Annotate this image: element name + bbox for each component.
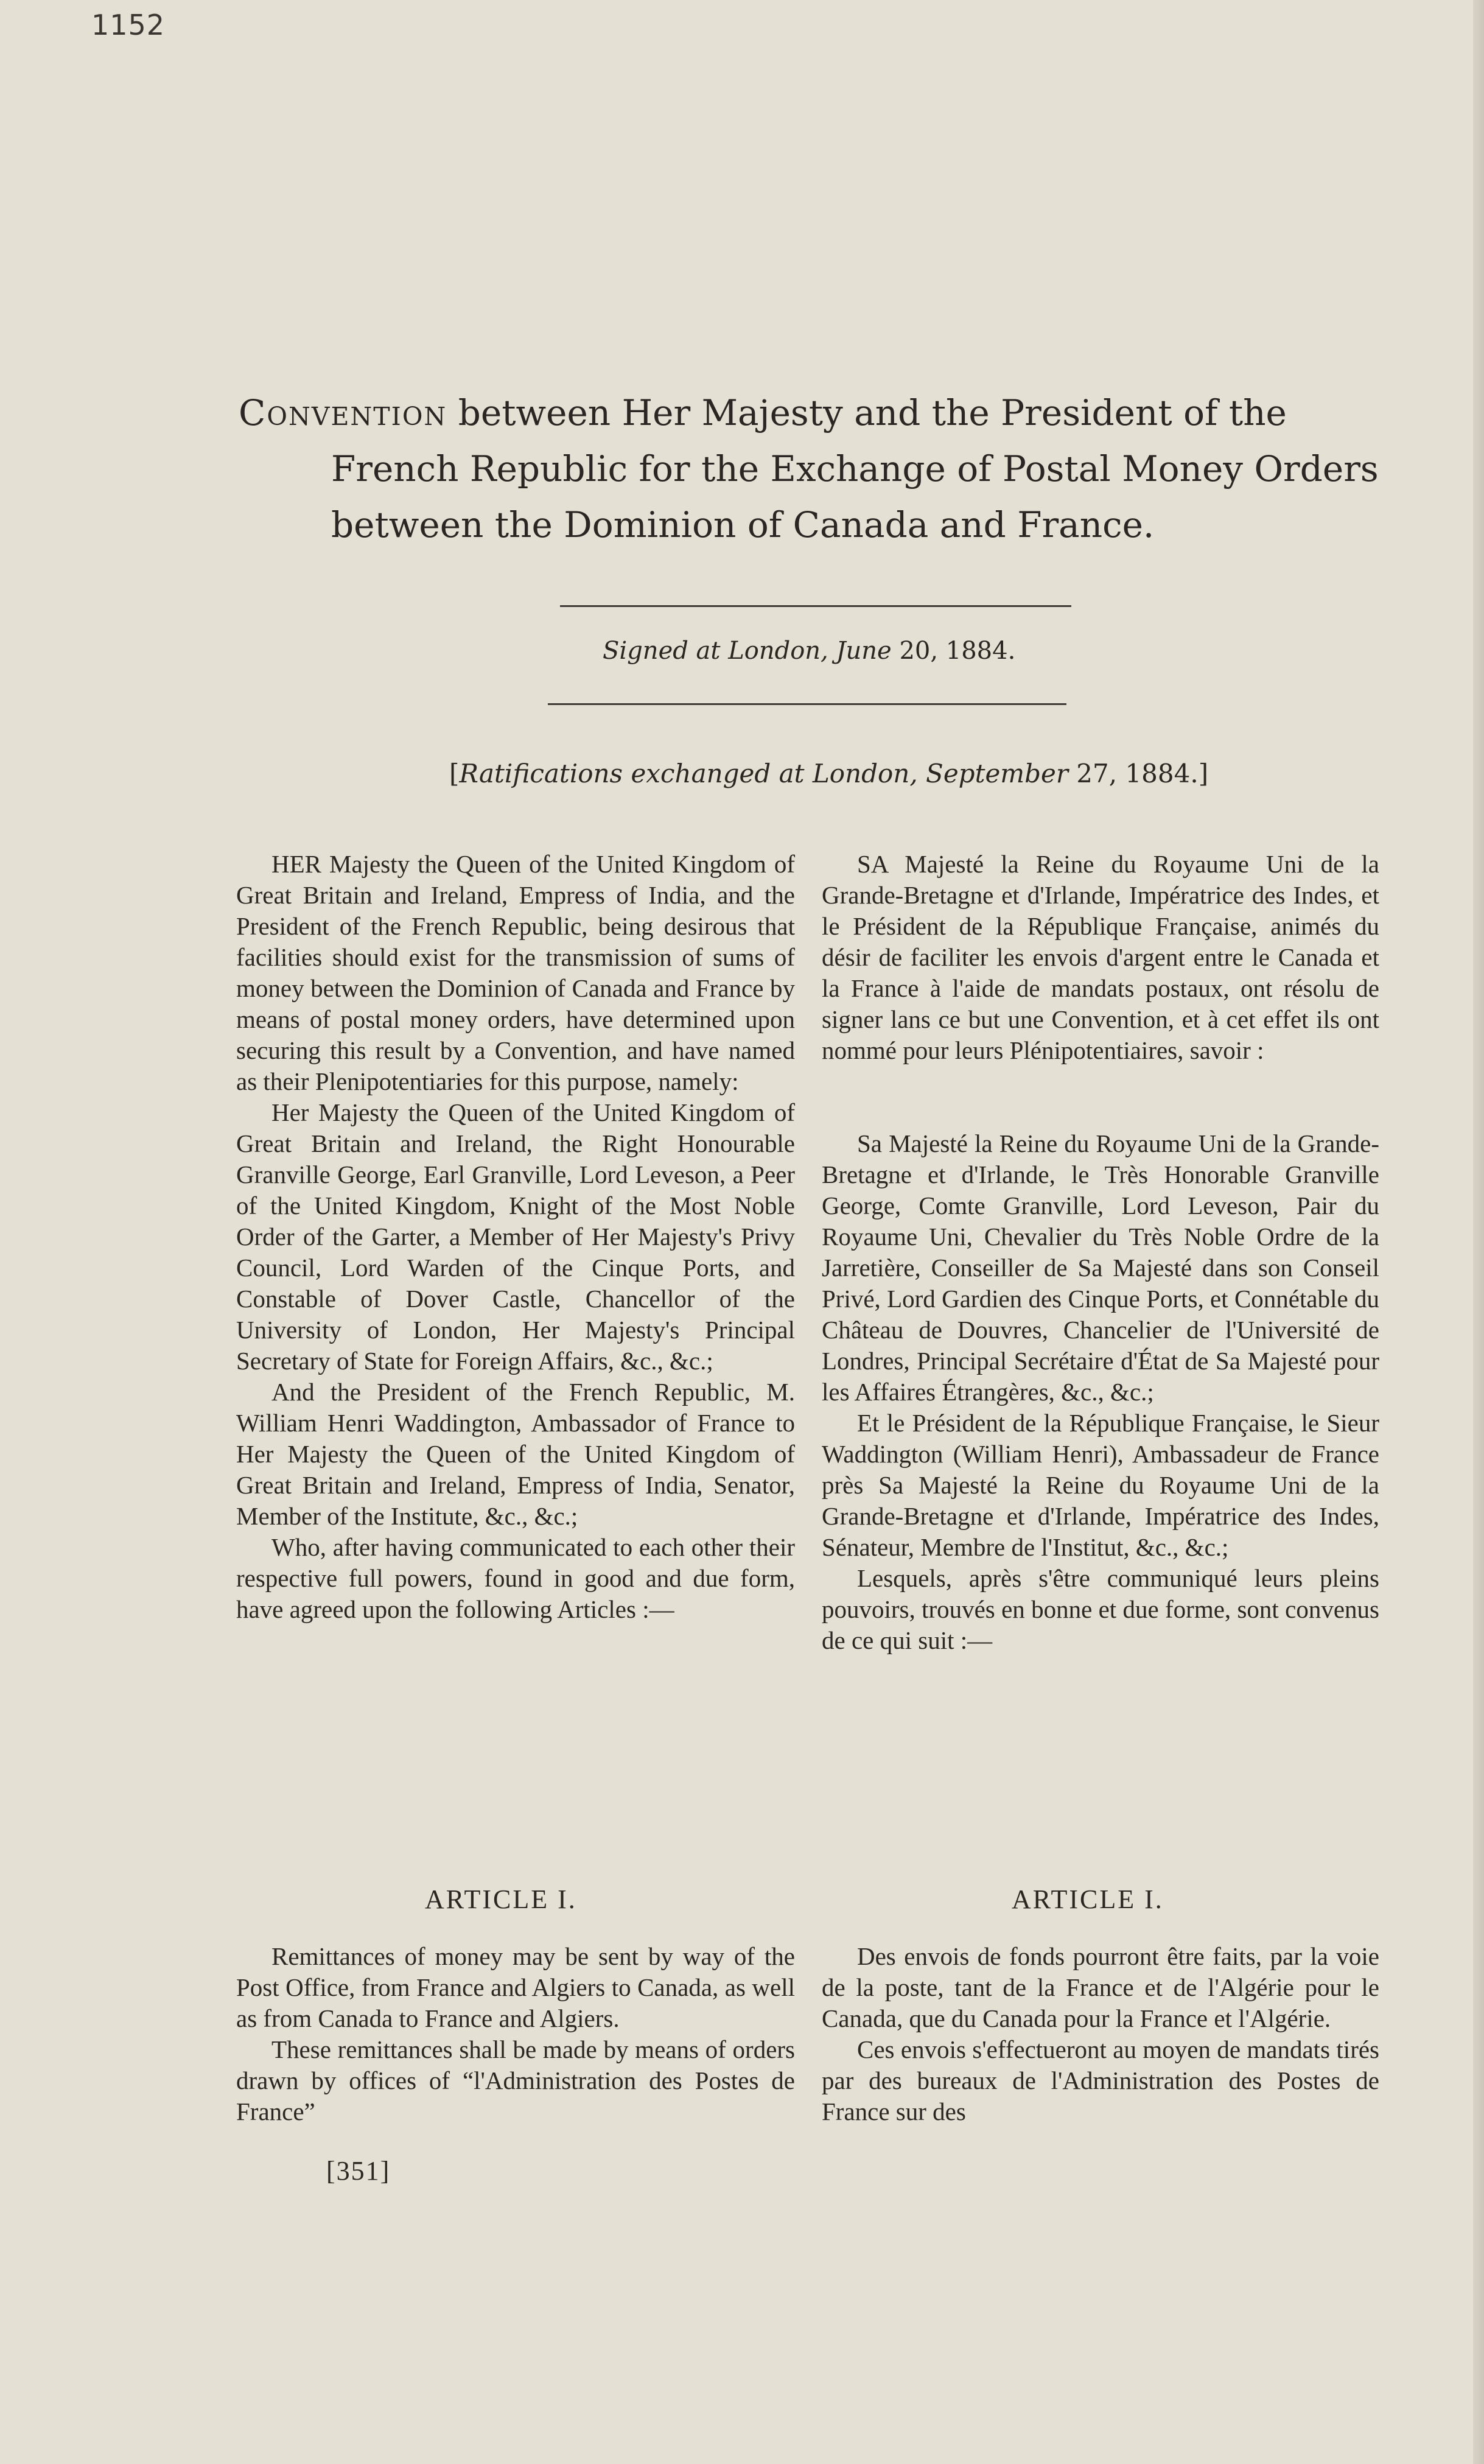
top-rule bbox=[560, 605, 1071, 607]
signed-prefix: Signed at London, bbox=[603, 637, 836, 665]
ratifications-line bbox=[449, 759, 1208, 788]
signed-line bbox=[603, 637, 1015, 665]
ratif-text: Ratifications exchanged at London, September bbox=[459, 759, 1077, 788]
english-preamble-column bbox=[236, 849, 795, 1625]
french-article-paragraph: Ces envois s'effectueront au moyen de mandats tirés par des bureaux de l'Administration des Postes de France sur des bbox=[822, 2035, 1379, 2125]
title-line-3: between the Dominion of Canada and France. bbox=[331, 504, 1155, 546]
english-paragraph: And the President of the French Republic, M. William Henri Waddington, Ambassador of France to Her Majesty the Queen of the United Kingdom of Great Britain and Ireland, Empress of India, Senator, Member of the Institute, &c., &c.; bbox=[236, 1378, 795, 1530]
french-paragraph: Et le Président de la République Française, le Sieur Waddington (William Henri), Ambassadeur de France près Sa Majesté la Reine du Royaume Uni de la Grande-Bretagne et d'Irlande, Impératrice des Indes, Sénateur, Membre de l'Institut, &c., &c.; bbox=[822, 1409, 1379, 1561]
english-article-heading: ARTICLE I. bbox=[425, 1884, 577, 1914]
signed-date: 20, 1884. bbox=[899, 637, 1016, 665]
english-paragraph: Who, after having communicated to each other their respective full powers, found in good and due form, have agreed upon the following Articles :— bbox=[236, 1533, 795, 1623]
french-article-paragraph: Des envois de fonds pourront être faits, par la voie de la poste, tant de la France et de l'Algérie pour le Canada, que du Canada pour la France et l'Algérie. bbox=[822, 1942, 1379, 2032]
ratif-open-bracket: [ bbox=[449, 759, 460, 788]
ratif-close-bracket: ] bbox=[1198, 759, 1209, 788]
ratif-date: 27, 1884. bbox=[1076, 759, 1199, 788]
signature-mark: [351] bbox=[326, 2156, 391, 2186]
page-number: 1152 bbox=[91, 9, 166, 41]
french-article-column bbox=[822, 1941, 1379, 2127]
french-paragraph: Lesquels, après s'être communiqué leurs pleins pouvoirs, trouvés en bonne et due forme, sont convenus de ce qui suit :— bbox=[822, 1564, 1379, 1654]
english-paragraph: HER Majesty the Queen of the United Kingdom of Great Britain and Ireland, Empress of India, and the President of the French Republic, being desirous that facilities should exist for the transmission of sums of money between the Dominion of Canada and France by means of postal money orders, have determined upon securing this result by a Convention, and have named as their Plenipotentiaries for this purpose, namely: bbox=[236, 850, 795, 1095]
french-preamble-column bbox=[822, 849, 1379, 1656]
title-line-2: French Republic for the Exchange of Postal Money Orders bbox=[331, 448, 1379, 490]
signed-month: June bbox=[836, 637, 900, 665]
french-paragraph: Sa Majesté la Reine du Royaume Uni de la Grande-Bretagne et d'Irlande, le Très Honorable Granville George, Comte Granville, Lord Leveson, Pair du Royaume Uni, Chevalier du Très Noble Ordre de la Jarretière, Conseiller de Sa Majesté dans son Conseil Privé, Lord Gardien des Cinque Ports, et Connétable du Château de Douvres, Chancelier de l'Université de Londres, Principal Secrétaire d'État de Sa Majesté pour les Affaires Étrangères, &c., &c.; bbox=[822, 1129, 1379, 1406]
document-title bbox=[239, 385, 1395, 553]
title-line-1-rest: between Her Majesty and the President of the bbox=[447, 392, 1287, 433]
title-lead: Convention bbox=[239, 392, 447, 433]
column-spacer bbox=[822, 1066, 1379, 1128]
english-article-column bbox=[236, 1941, 795, 2127]
bottom-rule bbox=[548, 703, 1066, 705]
french-paragraph: SA Majesté la Reine du Royaume Uni de la Grande-Bretagne et d'Irlande, Impératrice des Indes, et le Président de la République Française, animés du désir de faciliter les envois d'argent entre le Canada et la France à l'aide de mandats postaux, ont résolu de signer lans ce but une Convention, et à cet effet ils ont nommé pour leurs Plénipotentiaires, savoir : bbox=[822, 850, 1379, 1064]
french-article-heading: ARTICLE I. bbox=[1012, 1884, 1164, 1914]
page-edge bbox=[1473, 0, 1484, 2464]
english-article-paragraph: Remittances of money may be sent by way of the Post Office, from France and Algiers to Canada, as well as from Canada to France and Algiers. bbox=[236, 1942, 795, 2032]
english-paragraph: Her Majesty the Queen of the United Kingdom of Great Britain and Ireland, the Right Honourable Granville George, Earl Granville, Lord Leveson, a Peer of the United Kingdom, Knight of the Most Noble Order of the Garter, a Member of Her Majesty's Privy Council, Lord Warden of the Cinque Ports, and Constable of Dover Castle, Chancellor of the University of London, Her Majesty's Principal Secretary of State for Foreign Affairs, &c., &c.; bbox=[236, 1098, 795, 1375]
title-line-1 bbox=[239, 385, 1395, 441]
english-article-paragraph: These remittances shall be made by means of orders drawn by offices of “l'Administration des Postes de France” bbox=[236, 2035, 795, 2125]
